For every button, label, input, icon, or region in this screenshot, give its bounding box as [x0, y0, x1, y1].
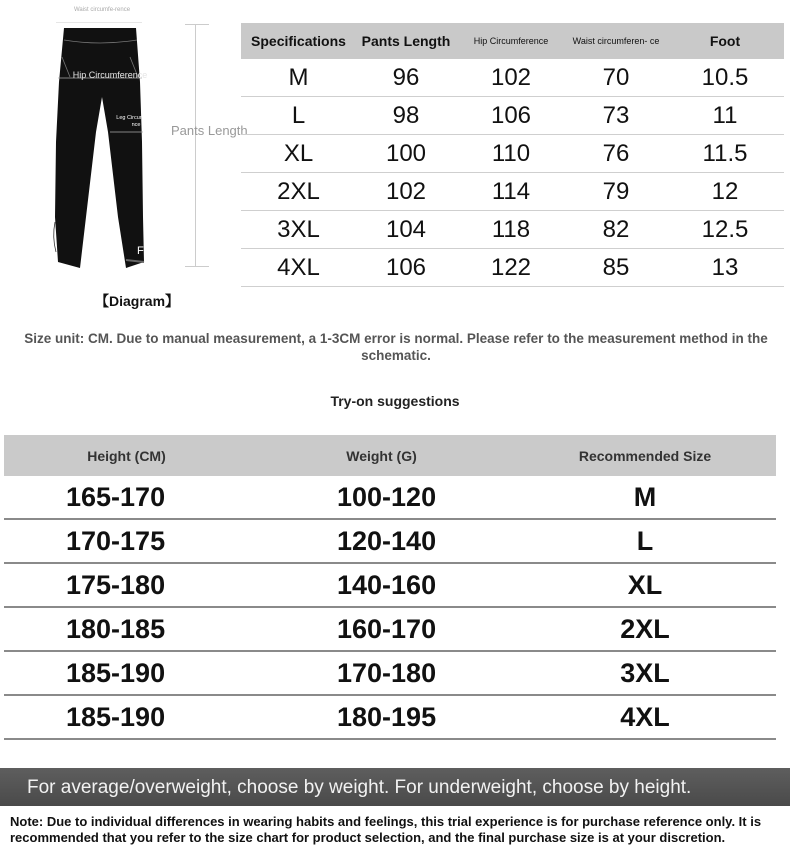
header-waist: Waist circumferen- ce: [566, 23, 666, 59]
cell-height: 180-185: [4, 607, 249, 651]
cell-length: 106: [356, 249, 456, 287]
size-chart-table: [241, 23, 784, 287]
cell-hip: 110: [456, 135, 566, 173]
cell-size: 2XL: [241, 173, 356, 211]
pants-illustration-icon: [50, 22, 150, 272]
cell-weight: 180-195: [249, 695, 514, 739]
footnote: Note: Due to individual differences in wearing habits and feelings, this trial experience is for purchase reference only. It is recommended that you refer to the size chart for product selection, and the final purchase size is at your discretion.: [10, 814, 762, 845]
cell-hip: 122: [456, 249, 566, 287]
table-row: [241, 249, 784, 287]
length-cap-bottom: [185, 266, 209, 267]
tryon-table: [4, 435, 776, 740]
table-row: [241, 97, 784, 135]
cell-length: 98: [356, 97, 456, 135]
cell-height: 175-180: [4, 563, 249, 607]
hip-label: Hip Circumference: [72, 70, 148, 80]
waist-label: Waist circumfe-rence: [73, 7, 131, 13]
cell-size: M: [514, 476, 776, 519]
cell-size: 3XL: [514, 651, 776, 695]
header-hip: Hip Circumference: [456, 23, 566, 59]
cell-foot: 12: [666, 173, 784, 211]
header-recommended-size: Recommended Size: [514, 435, 776, 476]
cell-length: 96: [356, 59, 456, 97]
table-row: [241, 173, 784, 211]
length-label: Pants Length: [171, 123, 248, 138]
cell-weight: 100-120: [249, 476, 514, 519]
cell-size: 4XL: [241, 249, 356, 287]
unit-note: Size unit: CM. Due to manual measurement, a 1-3CM error is normal. Please refer to the measurement method in the schematic.: [24, 331, 768, 363]
cell-weight: 120-140: [249, 519, 514, 563]
cell-hip: 106: [456, 97, 566, 135]
cell-size: 3XL: [241, 211, 356, 249]
cell-waist: 85: [566, 249, 666, 287]
cell-size: L: [514, 519, 776, 563]
tryon-title: Try-on suggestions: [330, 393, 460, 409]
cell-height: 185-190: [4, 651, 249, 695]
cell-size: M: [241, 59, 356, 97]
cell-size: 4XL: [514, 695, 776, 739]
cell-waist: 70: [566, 59, 666, 97]
tryon-header: [4, 435, 776, 476]
advice-banner: [0, 768, 790, 806]
cell-height: 165-170: [4, 476, 249, 519]
header-height: Height (CM): [4, 435, 249, 476]
banner-text: For average/overweight, choose by weight. For underweight, choose by height.: [27, 777, 692, 798]
header-weight: Weight (G): [249, 435, 514, 476]
header-specifications: Specifications: [241, 23, 356, 59]
cell-foot: 10.5: [666, 59, 784, 97]
cell-waist: 82: [566, 211, 666, 249]
table-row: [4, 651, 776, 695]
length-cap-top: [185, 24, 209, 25]
cell-weight: 170-180: [249, 651, 514, 695]
table-row: [4, 607, 776, 651]
length-measure-line: [195, 24, 196, 267]
cell-size: XL: [514, 563, 776, 607]
cell-hip: 114: [456, 173, 566, 211]
cell-height: 185-190: [4, 695, 249, 739]
cell-size: 2XL: [514, 607, 776, 651]
table-row: [4, 695, 776, 739]
header-pants-length: Pants Length: [356, 23, 456, 59]
cell-length: 100: [356, 135, 456, 173]
cell-length: 102: [356, 173, 456, 211]
cell-foot: 12.5: [666, 211, 784, 249]
table-row: [4, 519, 776, 563]
cell-waist: 73: [566, 97, 666, 135]
cell-hip: 118: [456, 211, 566, 249]
leg-label: Leg Circumfere-nce: [116, 115, 156, 128]
cell-waist: 76: [566, 135, 666, 173]
cell-height: 170-175: [4, 519, 249, 563]
pants-diagram: [0, 0, 270, 315]
cell-length: 104: [356, 211, 456, 249]
table-row: [4, 476, 776, 519]
cell-foot: 13: [666, 249, 784, 287]
cell-waist: 79: [566, 173, 666, 211]
cell-weight: 140-160: [249, 563, 514, 607]
cell-foot: 11: [666, 97, 784, 135]
header-foot: Foot: [666, 23, 784, 59]
size-chart-header: [241, 23, 784, 59]
cell-size: XL: [241, 135, 356, 173]
cell-hip: 102: [456, 59, 566, 97]
table-row: [4, 563, 776, 607]
cell-weight: 160-170: [249, 607, 514, 651]
cell-size: L: [241, 97, 356, 135]
diagram-caption: 【Diagram】: [95, 293, 180, 309]
foot-label: Foot: [137, 245, 160, 257]
table-row: [241, 211, 784, 249]
table-row: [241, 59, 784, 97]
table-row: [241, 135, 784, 173]
cell-foot: 11.5: [666, 135, 784, 173]
